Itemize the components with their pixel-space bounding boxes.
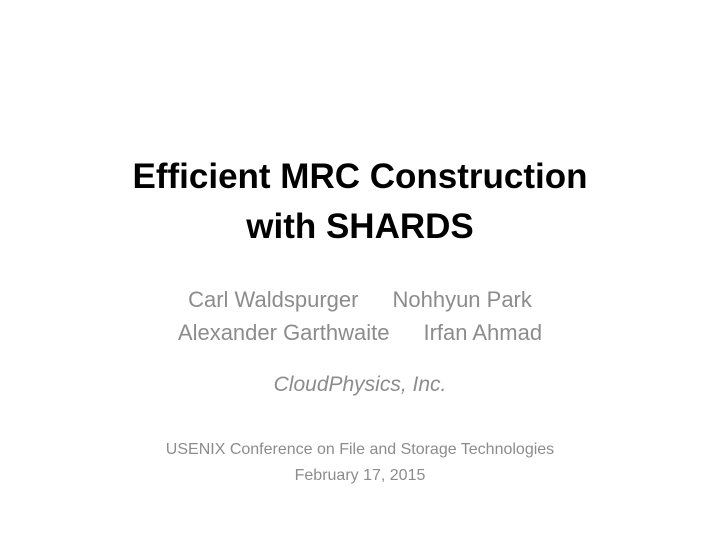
conference-date: February 17, 2015 (294, 467, 426, 484)
title-line-1: Efficient MRC Construction (132, 157, 588, 196)
author-row-2 (60, 316, 660, 349)
author-name: Carl Waldspurger (188, 287, 359, 312)
author-name: Alexander Garthwaite (177, 320, 390, 345)
title-line-2: with SHARDS (246, 207, 474, 246)
author-name: Irfan Ahmad (423, 320, 543, 345)
author-name: Nohhyun Park (392, 287, 532, 312)
author-list (60, 283, 660, 349)
company-name: CloudPhysics, Inc. (273, 373, 447, 396)
conference-name: USENIX Conference on File and Storage Technologies (165, 441, 555, 458)
slide-title (60, 152, 660, 252)
conference-info (60, 437, 660, 489)
author-row-1 (60, 283, 660, 316)
